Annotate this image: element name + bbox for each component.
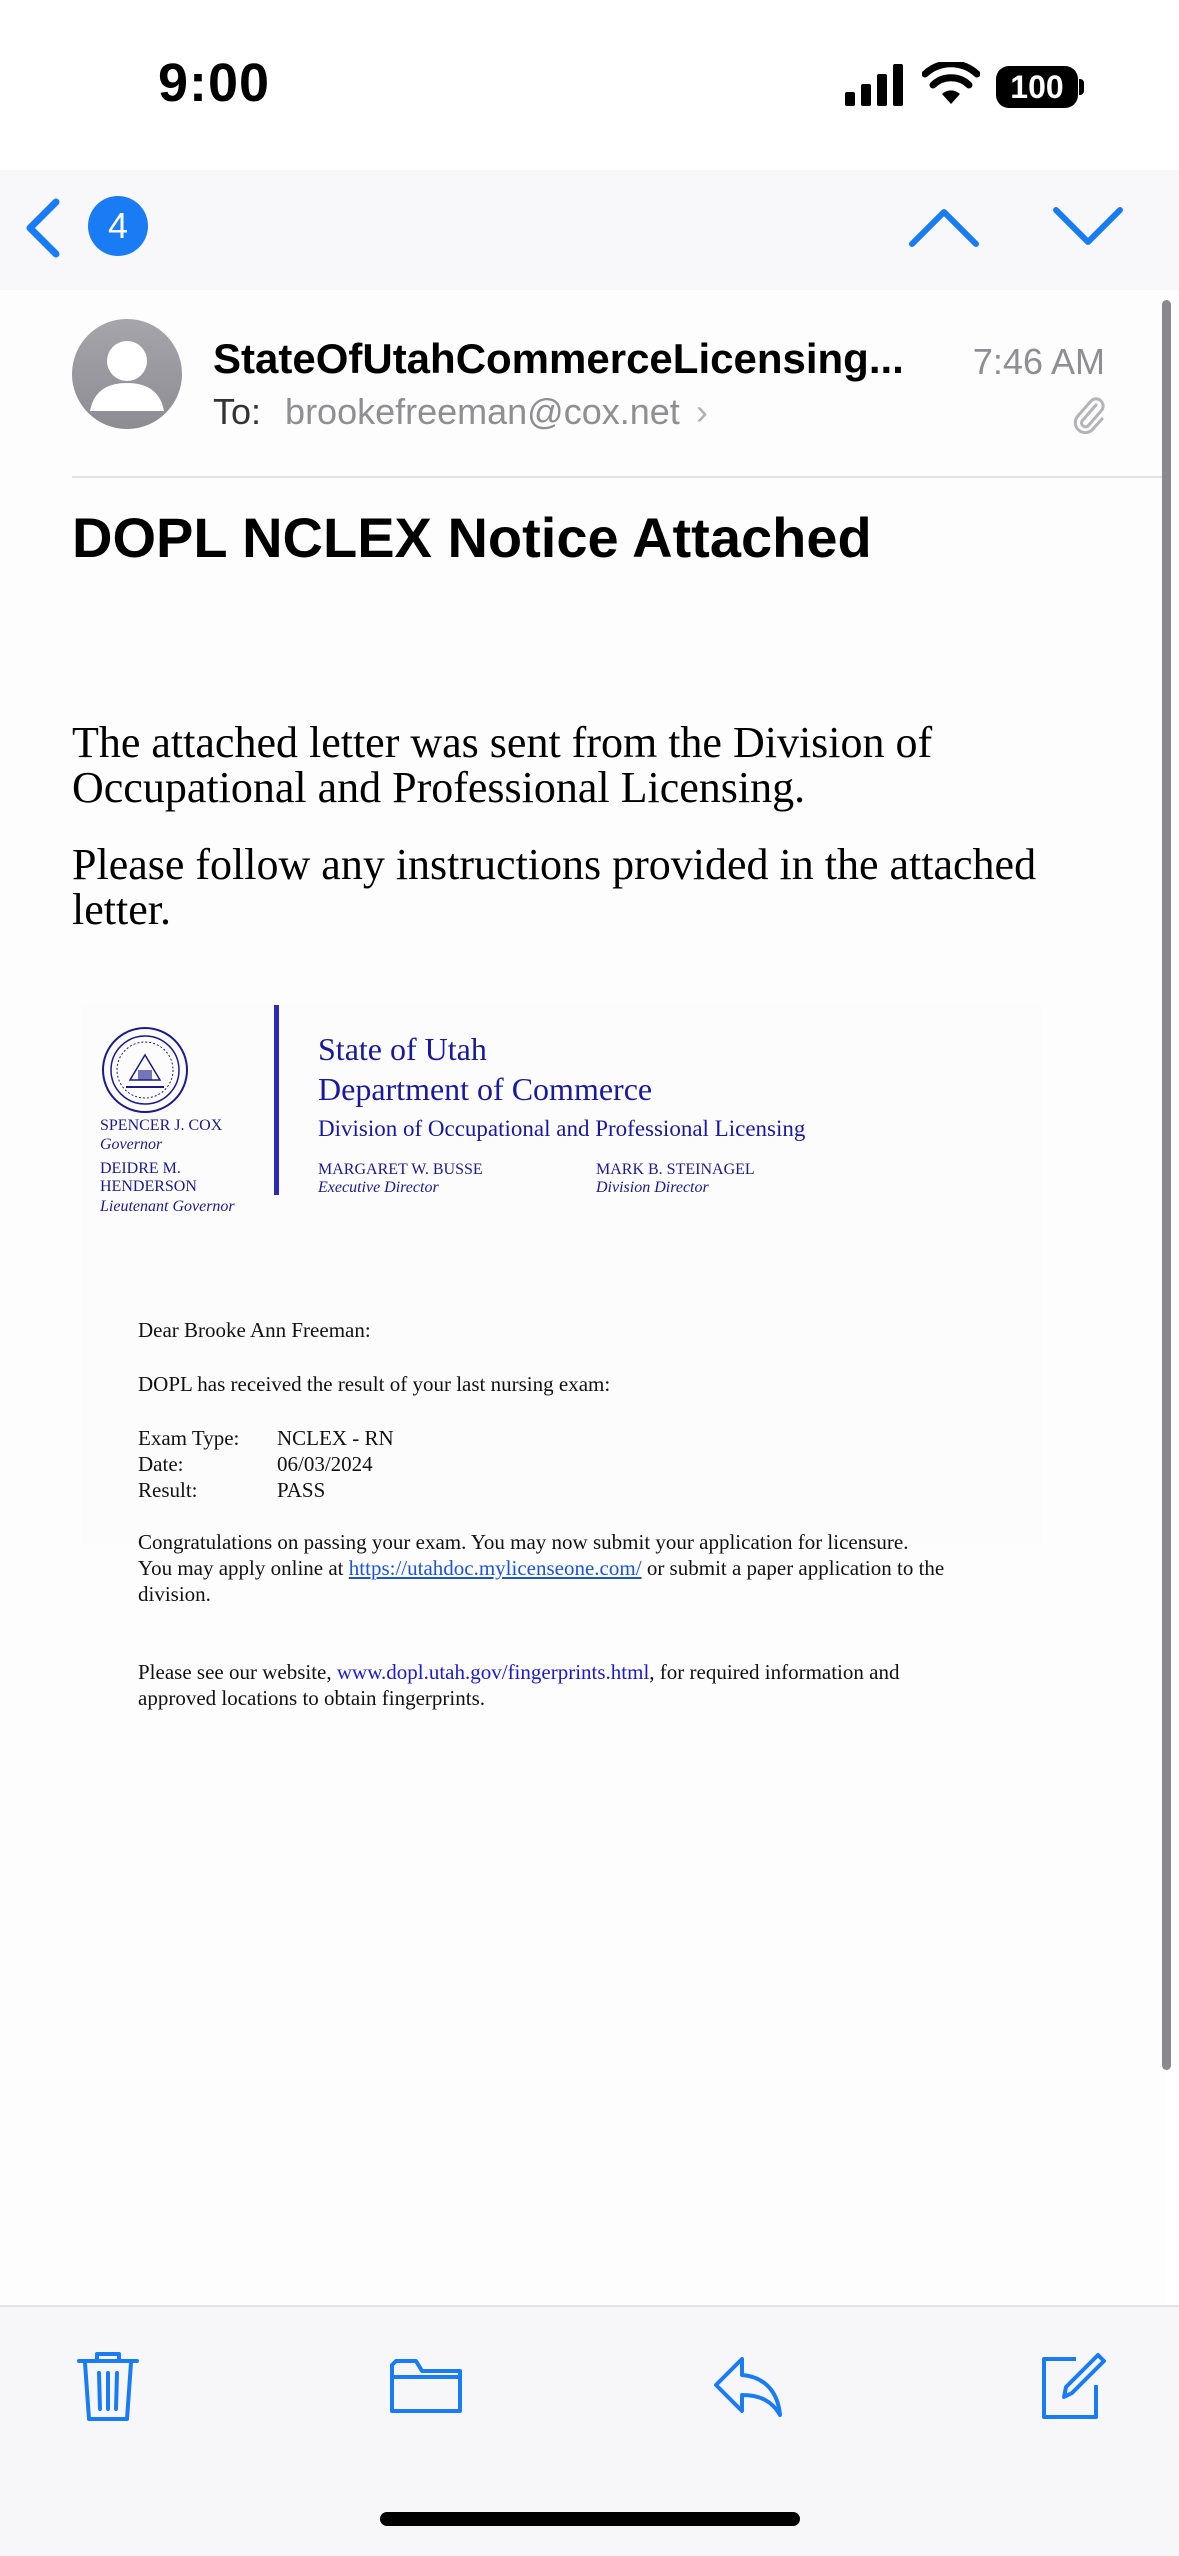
letterhead-state: State of Utah	[318, 1031, 487, 1067]
website-line: approved locations to obtain fingerprints.	[138, 1686, 486, 1710]
letterhead-division: Division of Occupational and Professional Licensing	[318, 1116, 806, 1141]
website-text: , for required information and	[649, 1660, 900, 1684]
congrats-line: division.	[138, 1582, 211, 1606]
battery-nub	[1079, 79, 1084, 95]
reply-icon[interactable]	[710, 2349, 786, 2425]
trash-icon[interactable]	[73, 2349, 143, 2425]
lt-governor-title: Lieutenant Governor	[100, 1198, 235, 1215]
congrats-text: or submit a paper application to the	[641, 1556, 945, 1580]
governor-title: Governor	[100, 1136, 163, 1153]
header-divider	[72, 476, 1165, 478]
letterhead-department: Department of Commerce	[318, 1071, 653, 1107]
division-director-name: MARK B. STEINAGEL	[596, 1161, 755, 1178]
folder-icon[interactable]	[388, 2349, 464, 2425]
field-label: Result:	[138, 1478, 198, 1502]
body-paragraph: The attached letter was sent from the Division of Occupational and Professional Licensing.	[72, 718, 933, 812]
letterhead-divider	[274, 1005, 279, 1195]
avatar[interactable]	[72, 319, 182, 429]
body-paragraph: Please follow any instructions provided in the attached letter.	[72, 840, 1037, 934]
person-icon	[72, 319, 182, 429]
state-seal-icon	[100, 1025, 190, 1115]
exec-director-title: Executive Director	[318, 1179, 439, 1196]
congrats-line	[138, 1555, 944, 1581]
battery-indicator	[996, 66, 1078, 108]
congrats-text: You may apply online at	[138, 1556, 349, 1580]
field-value: 06/03/2024	[277, 1452, 373, 1476]
message-nav-bar	[0, 170, 1179, 290]
unread-count-badge[interactable]: 4	[88, 196, 148, 256]
website-line	[138, 1659, 899, 1685]
home-indicator[interactable]	[380, 2512, 800, 2526]
paperclip-icon	[1070, 395, 1106, 435]
chevron-up-icon[interactable]	[908, 206, 980, 248]
governor-name: SPENCER J. COX	[100, 1117, 223, 1134]
chevron-right-icon[interactable]: ›	[695, 391, 708, 432]
division-director-title: Division Director	[596, 1179, 709, 1196]
email-view	[0, 295, 1165, 2305]
field-label: Exam Type:	[138, 1426, 240, 1450]
sender-name[interactable]: StateOfUtahCommerceLicensing...	[213, 335, 904, 382]
email-subject: DOPL NCLEX Notice Attached	[72, 506, 872, 569]
battery-level: 100	[1010, 68, 1064, 105]
status-bar	[0, 0, 1179, 170]
status-time: 9:00	[158, 53, 271, 113]
field-label: Date:	[138, 1452, 184, 1476]
field-value: NCLEX - RN	[277, 1426, 394, 1450]
application-link[interactable]: https://utahdoc.mylicenseone.com/	[348, 1556, 642, 1580]
congrats-line: Congratulations on passing your exam. You may now submit your application for licensure.	[138, 1530, 909, 1554]
lt-governor-name: DEIDRE M. HENDERSON	[100, 1160, 197, 1195]
letter-image	[82, 1005, 1042, 1545]
scrollbar[interactable]	[1162, 300, 1171, 2070]
recipient-address[interactable]: brookefreeman@cox.net	[285, 391, 680, 432]
website-text: Please see our website,	[138, 1660, 337, 1684]
fingerprints-link[interactable]: www.dopl.utah.gov/fingerprints.html	[336, 1660, 650, 1684]
letter-greeting: Dear Brooke Ann Freeman:	[138, 1318, 371, 1342]
recipient-line[interactable]	[213, 391, 708, 433]
cellular-signal-icon	[845, 64, 905, 106]
to-label: To:	[213, 391, 262, 432]
wifi-icon	[922, 62, 980, 106]
letter-intro: DOPL has received the result of your last nursing exam:	[138, 1372, 611, 1396]
exec-director-name: MARGARET W. BUSSE	[318, 1161, 483, 1178]
chevron-left-icon[interactable]	[22, 196, 64, 260]
field-value: PASS	[277, 1478, 326, 1502]
email-time: 7:46 AM	[972, 341, 1105, 382]
chevron-down-icon[interactable]	[1052, 206, 1124, 248]
compose-icon[interactable]	[1036, 2349, 1106, 2425]
